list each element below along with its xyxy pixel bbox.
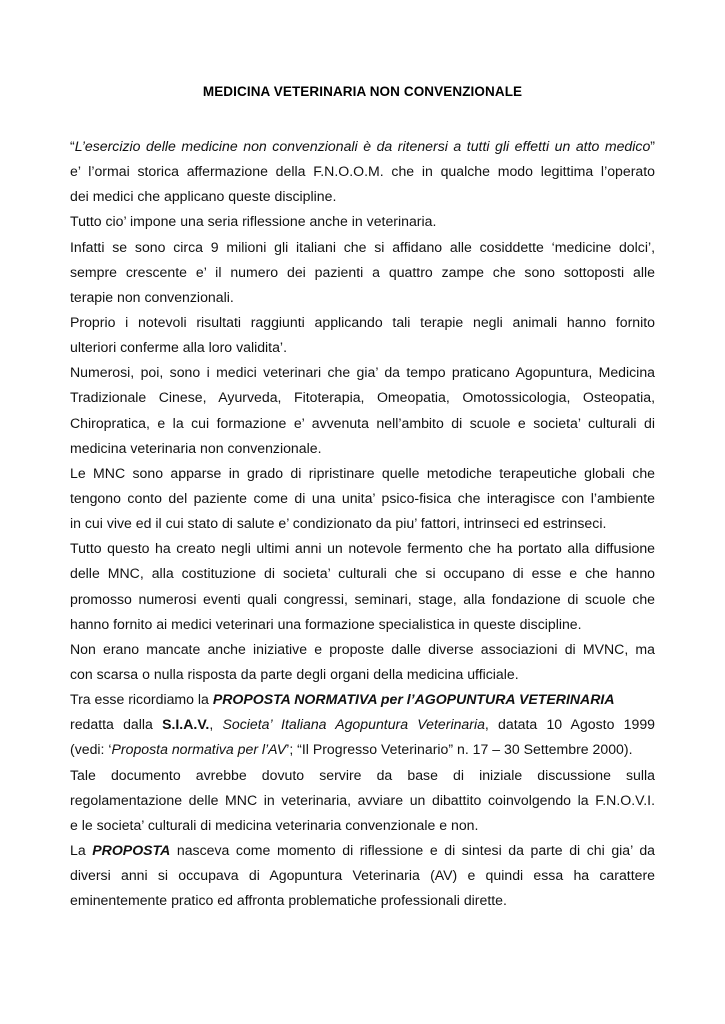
text-segment: PROPOSTA NORMATIVA per l’AGOPUNTURA VETERINARIA bbox=[212, 691, 615, 708]
text-segment: ’; “Il Progresso Veterinario” n. 17 – 30 Settembre 2000). bbox=[286, 741, 633, 758]
text-segment: , bbox=[209, 716, 223, 733]
document-body bbox=[70, 134, 655, 913]
text-segment: , datata 10 Agosto 1999 bbox=[484, 716, 655, 733]
text-line bbox=[70, 461, 655, 486]
text-line bbox=[70, 134, 655, 159]
text-line bbox=[70, 536, 655, 561]
text-segment: Tra esse ricordiamo la bbox=[70, 691, 213, 708]
text-segment: PROPOSTA bbox=[92, 841, 171, 858]
text-segment: Non erano mancate anche iniziative e proposte dalle diverse associazioni di MVNC, ma bbox=[70, 640, 655, 657]
text-segment: in cui vive ed il cui stato di salute e’ condizionato da piu’ fattori, intrinseci ed estrinseci. bbox=[70, 515, 607, 532]
text-segment: hanno fornito ai medici veterinari una formazione specialistica in queste discipline. bbox=[70, 615, 582, 632]
text-segment: S.I.A.V. bbox=[162, 716, 210, 733]
text-segment: Infatti se sono circa 9 milioni gli italiani che si affidano alle cosiddette ‘medicine dolci’, bbox=[70, 238, 655, 255]
text-segment: sempre crescente e’ il numero dei pazienti a quattro zampe che sono sottoposti alle bbox=[70, 263, 655, 280]
text-segment: (vedi: ‘ bbox=[70, 741, 112, 758]
text-segment: ” bbox=[650, 138, 655, 154]
text-line bbox=[70, 159, 655, 184]
text-segment: nasceva come momento di riflessione e di sintesi da parte di chi gia’ da bbox=[170, 841, 655, 858]
text-segment: e’ l’ormai storica affermazione della F.N.O.O.M. che in qualche modo legittima l’operato bbox=[70, 163, 655, 180]
text-segment: “ bbox=[70, 138, 75, 154]
text-line bbox=[70, 561, 655, 586]
text-segment: redatta dalla bbox=[70, 716, 163, 733]
text-segment: eminentemente pratico ed affronta problematiche professionali dirette. bbox=[70, 892, 507, 909]
text-line bbox=[70, 436, 655, 461]
text-segment: Tale documento avrebbe dovuto servire da base di iniziale discussione sulla bbox=[70, 766, 655, 783]
text-line bbox=[70, 511, 655, 536]
text-segment: La bbox=[70, 841, 93, 858]
text-line bbox=[70, 360, 655, 385]
text-line bbox=[70, 285, 655, 310]
text-line bbox=[70, 838, 655, 863]
text-segment: Proprio i notevoli risultati raggiunti applicando tali terapie negli animali hanno fornito bbox=[70, 313, 655, 330]
text-segment: dei medici che applicano queste discipline. bbox=[70, 188, 337, 205]
text-segment: diversi anni si occupava di Agopuntura Veterinaria (AV) e quindi essa ha carattere bbox=[70, 867, 655, 884]
text-line bbox=[70, 637, 655, 662]
text-segment: regolamentazione delle MNC in veterinaria, avviare un dibattito coinvolgendo la F.N.O.V.I. bbox=[70, 791, 655, 808]
text-line bbox=[70, 235, 655, 260]
text-line bbox=[70, 260, 655, 285]
document-title: MEDICINA VETERINARIA NON CONVENZIONALE bbox=[202, 84, 523, 99]
text-segment: delle MNC, alla costituzione di societa’ culturali che si occupano di esse e che hanno bbox=[70, 565, 655, 582]
text-segment: medicina veterinaria non convenzionale. bbox=[70, 439, 322, 456]
text-segment: e le societa’ culturali di medicina veterinaria convenzionale e non. bbox=[70, 816, 479, 833]
text-segment: terapie non convenzionali. bbox=[70, 288, 234, 305]
text-line bbox=[70, 687, 655, 712]
text-segment: promosso numerosi eventi quali congressi, seminari, stage, alla fondazione di scuole che bbox=[70, 590, 655, 607]
text-line bbox=[70, 587, 655, 612]
text-line bbox=[70, 662, 655, 687]
text-segment: con scarsa o nulla risposta da parte degli organi della medicina ufficiale. bbox=[70, 665, 519, 682]
text-segment: Societa’ Italiana Agopuntura Veterinaria bbox=[222, 716, 485, 733]
text-segment: Proposta normativa per l’AV bbox=[111, 741, 287, 758]
text-line bbox=[70, 737, 655, 762]
text-line bbox=[70, 763, 655, 788]
text-line bbox=[70, 863, 655, 888]
text-line bbox=[70, 788, 655, 813]
text-line bbox=[70, 486, 655, 511]
text-line bbox=[70, 310, 655, 335]
text-segment: Tutto questo ha creato negli ultimi anni un notevole fermento che ha portato alla diffusione bbox=[70, 540, 655, 557]
text-line bbox=[70, 411, 655, 436]
text-segment: Tradizionale Cinese, Ayurveda, Fitoterapia, Omeopatia, Omotossicologia, Osteopatia, bbox=[70, 389, 655, 406]
text-line bbox=[70, 184, 655, 209]
text-segment: Chiropratica, e la cui formazione e’ avvenuta nell’ambito di scuole e societa’ culturali di bbox=[70, 414, 655, 431]
text-line bbox=[70, 712, 655, 737]
text-line bbox=[70, 888, 655, 913]
text-segment: Numerosi, poi, sono i medici veterinari che gia’ da tempo praticano Agopuntura, Medicina bbox=[70, 364, 655, 381]
text-line bbox=[70, 813, 655, 838]
text-segment: L’esercizio delle medicine non convenzionali è da ritenersi a tutti gli effetti un atto medico bbox=[74, 138, 651, 154]
text-segment: Tutto cio’ impone una seria riflessione anche in veterinaria. bbox=[70, 213, 437, 230]
text-line bbox=[70, 209, 655, 234]
text-line bbox=[70, 335, 655, 360]
text-segment: tengono conto del paziente come di una unita’ psico-fisica che interagisce con l’ambiente bbox=[70, 489, 655, 506]
text-line bbox=[70, 612, 655, 637]
text-segment: Le MNC sono apparse in grado di ripristinare quelle metodiche terapeutiche globali che bbox=[70, 464, 655, 481]
text-segment: ulteriori conferme alla loro validita’. bbox=[70, 339, 287, 356]
text-line bbox=[70, 385, 655, 410]
